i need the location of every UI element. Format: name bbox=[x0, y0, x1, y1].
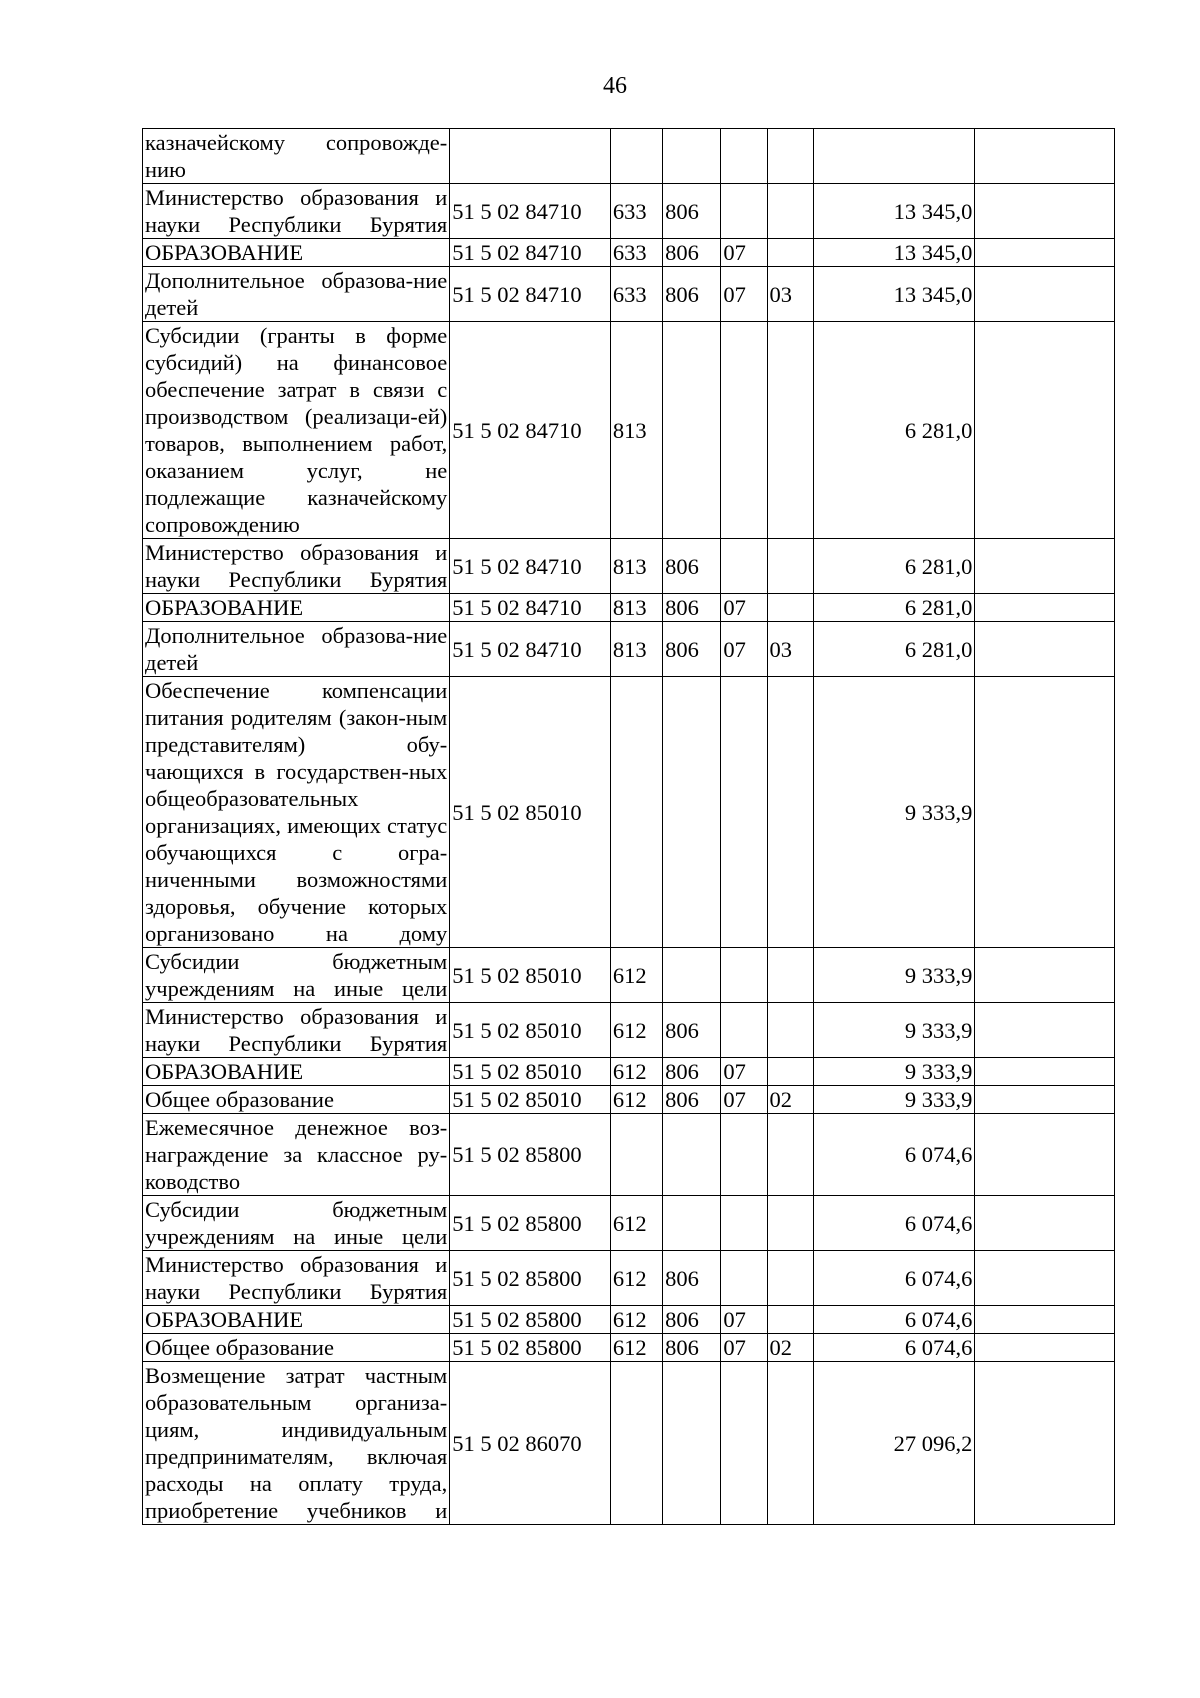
subsection-cell bbox=[767, 1362, 813, 1525]
target-code-cell bbox=[450, 129, 611, 184]
amount-cell: 13 345,0 bbox=[813, 239, 975, 267]
ministry-code-cell: 806 bbox=[663, 1003, 721, 1058]
table-row bbox=[143, 239, 1115, 267]
subsection-cell bbox=[767, 594, 813, 622]
ministry-code-cell: 806 bbox=[663, 539, 721, 594]
expense-type-cell bbox=[610, 129, 662, 184]
extra-cell bbox=[975, 1058, 1115, 1086]
row-name-cell: ОБРАЗОВАНИЕ bbox=[143, 594, 450, 622]
expense-type-cell: 612 bbox=[610, 948, 662, 1003]
extra-cell bbox=[975, 677, 1115, 948]
amount-cell: 6 281,0 bbox=[813, 539, 975, 594]
table-row bbox=[143, 1362, 1115, 1525]
expense-type-cell: 633 bbox=[610, 267, 662, 322]
expense-type-cell: 813 bbox=[610, 322, 662, 539]
subsection-cell: 03 bbox=[767, 622, 813, 677]
row-name-cell: Министерство образования и науки Республики Бурятия bbox=[143, 1003, 450, 1058]
subsection-cell bbox=[767, 184, 813, 239]
row-name-cell: Дополнительное образова-ние детей bbox=[143, 622, 450, 677]
subsection-cell bbox=[767, 677, 813, 948]
table-row bbox=[143, 539, 1115, 594]
expense-type-cell: 612 bbox=[610, 1003, 662, 1058]
row-name-cell: Общее образование bbox=[143, 1086, 450, 1114]
table-row bbox=[143, 1003, 1115, 1058]
ministry-code-cell bbox=[663, 677, 721, 948]
subsection-cell: 02 bbox=[767, 1086, 813, 1114]
extra-cell bbox=[975, 1196, 1115, 1251]
section-cell: 07 bbox=[721, 1334, 767, 1362]
ministry-code-cell: 806 bbox=[663, 267, 721, 322]
budget-table-body bbox=[143, 129, 1115, 1525]
subsection-cell: 02 bbox=[767, 1334, 813, 1362]
section-cell: 07 bbox=[721, 239, 767, 267]
extra-cell bbox=[975, 594, 1115, 622]
table-row bbox=[143, 594, 1115, 622]
subsection-cell bbox=[767, 539, 813, 594]
extra-cell bbox=[975, 539, 1115, 594]
amount-cell: 6 074,6 bbox=[813, 1334, 975, 1362]
section-cell: 07 bbox=[721, 267, 767, 322]
extra-cell bbox=[975, 1334, 1115, 1362]
extra-cell bbox=[975, 622, 1115, 677]
section-cell bbox=[721, 1114, 767, 1196]
row-name-cell: Общее образование bbox=[143, 1334, 450, 1362]
target-code-cell: 51 5 02 84710 bbox=[450, 622, 611, 677]
amount-cell: 9 333,9 bbox=[813, 1058, 975, 1086]
expense-type-cell: 813 bbox=[610, 622, 662, 677]
extra-cell bbox=[975, 184, 1115, 239]
target-code-cell: 51 5 02 85010 bbox=[450, 1086, 611, 1114]
subsection-cell bbox=[767, 1196, 813, 1251]
section-cell bbox=[721, 1196, 767, 1251]
target-code-cell: 51 5 02 86070 bbox=[450, 1362, 611, 1525]
expense-type-cell bbox=[610, 1114, 662, 1196]
subsection-cell bbox=[767, 239, 813, 267]
table-row bbox=[143, 1196, 1115, 1251]
table-row bbox=[143, 129, 1115, 184]
expense-type-cell: 633 bbox=[610, 239, 662, 267]
target-code-cell: 51 5 02 85010 bbox=[450, 948, 611, 1003]
section-cell bbox=[721, 539, 767, 594]
ministry-code-cell: 806 bbox=[663, 1086, 721, 1114]
subsection-cell bbox=[767, 1251, 813, 1306]
row-name-cell: Субсидии бюджетным учреждениям на иные цели bbox=[143, 1196, 450, 1251]
expense-type-cell: 612 bbox=[610, 1086, 662, 1114]
section-cell bbox=[721, 1362, 767, 1525]
ministry-code-cell bbox=[663, 1196, 721, 1251]
target-code-cell: 51 5 02 84710 bbox=[450, 322, 611, 539]
row-name-cell: Субсидии бюджетным учреждениям на иные цели bbox=[143, 948, 450, 1003]
amount-cell: 6 074,6 bbox=[813, 1196, 975, 1251]
amount-cell: 6 281,0 bbox=[813, 594, 975, 622]
table-row bbox=[143, 1334, 1115, 1362]
expense-type-cell bbox=[610, 677, 662, 948]
expense-type-cell: 813 bbox=[610, 594, 662, 622]
section-cell: 07 bbox=[721, 622, 767, 677]
target-code-cell: 51 5 02 85800 bbox=[450, 1114, 611, 1196]
expense-type-cell: 612 bbox=[610, 1334, 662, 1362]
amount-cell: 6 074,6 bbox=[813, 1251, 975, 1306]
amount-cell: 13 345,0 bbox=[813, 267, 975, 322]
amount-cell bbox=[813, 129, 975, 184]
subsection-cell bbox=[767, 322, 813, 539]
amount-cell: 6 281,0 bbox=[813, 322, 975, 539]
target-code-cell: 51 5 02 85010 bbox=[450, 677, 611, 948]
table-row bbox=[143, 1114, 1115, 1196]
row-name-cell: казначейскому сопровожде-нию bbox=[143, 129, 450, 184]
ministry-code-cell: 806 bbox=[663, 1251, 721, 1306]
table-row bbox=[143, 622, 1115, 677]
target-code-cell: 51 5 02 85010 bbox=[450, 1058, 611, 1086]
extra-cell bbox=[975, 1003, 1115, 1058]
target-code-cell: 51 5 02 84710 bbox=[450, 239, 611, 267]
row-name-cell: ОБРАЗОВАНИЕ bbox=[143, 239, 450, 267]
section-cell bbox=[721, 129, 767, 184]
section-cell: 07 bbox=[721, 594, 767, 622]
extra-cell bbox=[975, 1114, 1115, 1196]
target-code-cell: 51 5 02 85800 bbox=[450, 1251, 611, 1306]
amount-cell: 6 074,6 bbox=[813, 1306, 975, 1334]
subsection-cell bbox=[767, 129, 813, 184]
amount-cell: 27 096,2 bbox=[813, 1362, 975, 1525]
extra-cell bbox=[975, 1362, 1115, 1525]
section-cell bbox=[721, 184, 767, 239]
ministry-code-cell: 806 bbox=[663, 622, 721, 677]
target-code-cell: 51 5 02 84710 bbox=[450, 267, 611, 322]
ministry-code-cell bbox=[663, 129, 721, 184]
section-cell bbox=[721, 948, 767, 1003]
subsection-cell bbox=[767, 1058, 813, 1086]
target-code-cell: 51 5 02 85800 bbox=[450, 1306, 611, 1334]
ministry-code-cell bbox=[663, 1362, 721, 1525]
row-name-cell: Субсидии (гранты в форме субсидий) на финансовое обеспечение затрат в связи с производством (реализаци-ей) товаров, выполнением работ, оказанием услуг, не подлежащие казначейскому сопровождению bbox=[143, 322, 450, 539]
section-cell: 07 bbox=[721, 1306, 767, 1334]
extra-cell bbox=[975, 1306, 1115, 1334]
table-row bbox=[143, 1306, 1115, 1334]
amount-cell: 9 333,9 bbox=[813, 948, 975, 1003]
ministry-code-cell: 806 bbox=[663, 239, 721, 267]
table-row bbox=[143, 1058, 1115, 1086]
amount-cell: 9 333,9 bbox=[813, 1086, 975, 1114]
table-row bbox=[143, 184, 1115, 239]
subsection-cell bbox=[767, 1114, 813, 1196]
subsection-cell: 03 bbox=[767, 267, 813, 322]
table-row bbox=[143, 1251, 1115, 1306]
target-code-cell: 51 5 02 84710 bbox=[450, 539, 611, 594]
extra-cell bbox=[975, 322, 1115, 539]
row-name-cell: Дополнительное образова-ние детей bbox=[143, 267, 450, 322]
row-name-cell: Министерство образования и науки Республики Бурятия bbox=[143, 184, 450, 239]
ministry-code-cell bbox=[663, 322, 721, 539]
target-code-cell: 51 5 02 85800 bbox=[450, 1334, 611, 1362]
target-code-cell: 51 5 02 85800 bbox=[450, 1196, 611, 1251]
extra-cell bbox=[975, 948, 1115, 1003]
expense-type-cell bbox=[610, 1362, 662, 1525]
expense-type-cell: 612 bbox=[610, 1196, 662, 1251]
ministry-code-cell bbox=[663, 948, 721, 1003]
ministry-code-cell bbox=[663, 1114, 721, 1196]
expense-type-cell: 813 bbox=[610, 539, 662, 594]
ministry-code-cell: 806 bbox=[663, 1058, 721, 1086]
row-name-cell: ОБРАЗОВАНИЕ bbox=[143, 1306, 450, 1334]
amount-cell: 13 345,0 bbox=[813, 184, 975, 239]
extra-cell bbox=[975, 1086, 1115, 1114]
table-row bbox=[143, 322, 1115, 539]
ministry-code-cell: 806 bbox=[663, 184, 721, 239]
section-cell: 07 bbox=[721, 1086, 767, 1114]
extra-cell bbox=[975, 129, 1115, 184]
expense-type-cell: 612 bbox=[610, 1058, 662, 1086]
section-cell: 07 bbox=[721, 1058, 767, 1086]
budget-table bbox=[142, 128, 1115, 1525]
amount-cell: 6 074,6 bbox=[813, 1114, 975, 1196]
row-name-cell: Министерство образования и науки Республики Бурятия bbox=[143, 1251, 450, 1306]
extra-cell bbox=[975, 239, 1115, 267]
expense-type-cell: 612 bbox=[610, 1306, 662, 1334]
page-number: 46 bbox=[603, 73, 627, 99]
section-cell bbox=[721, 1251, 767, 1306]
target-code-cell: 51 5 02 85010 bbox=[450, 1003, 611, 1058]
expense-type-cell: 612 bbox=[610, 1251, 662, 1306]
target-code-cell: 51 5 02 84710 bbox=[450, 594, 611, 622]
row-name-cell: Возмещение затрат частным образовательным организа-циям, индивидуальным предпринимателям, включая расходы на оплату труда, приобретение учебников и bbox=[143, 1362, 450, 1525]
ministry-code-cell: 806 bbox=[663, 594, 721, 622]
amount-cell: 6 281,0 bbox=[813, 622, 975, 677]
section-cell bbox=[721, 1003, 767, 1058]
row-name-cell: Ежемесячное денежное воз-награждение за классное ру-ководство bbox=[143, 1114, 450, 1196]
section-cell bbox=[721, 677, 767, 948]
subsection-cell bbox=[767, 948, 813, 1003]
row-name-cell: Министерство образования и науки Республики Бурятия bbox=[143, 539, 450, 594]
target-code-cell: 51 5 02 84710 bbox=[450, 184, 611, 239]
extra-cell bbox=[975, 267, 1115, 322]
expense-type-cell: 633 bbox=[610, 184, 662, 239]
subsection-cell bbox=[767, 1306, 813, 1334]
table-row bbox=[143, 948, 1115, 1003]
table-row bbox=[143, 1086, 1115, 1114]
amount-cell: 9 333,9 bbox=[813, 677, 975, 948]
ministry-code-cell: 806 bbox=[663, 1334, 721, 1362]
subsection-cell bbox=[767, 1003, 813, 1058]
amount-cell: 9 333,9 bbox=[813, 1003, 975, 1058]
row-name-cell: Обеспечение компенсации питания родителям (закон-ным представителям) обу-чающихся в государствен-ных общеобразовательных организациях, имеющих статус обучающихся с огра-ниченными возможностями здоровья, обучение которых организовано на дому bbox=[143, 677, 450, 948]
table-row bbox=[143, 677, 1115, 948]
section-cell bbox=[721, 322, 767, 539]
extra-cell bbox=[975, 1251, 1115, 1306]
table-row bbox=[143, 267, 1115, 322]
ministry-code-cell: 806 bbox=[663, 1306, 721, 1334]
row-name-cell: ОБРАЗОВАНИЕ bbox=[143, 1058, 450, 1086]
